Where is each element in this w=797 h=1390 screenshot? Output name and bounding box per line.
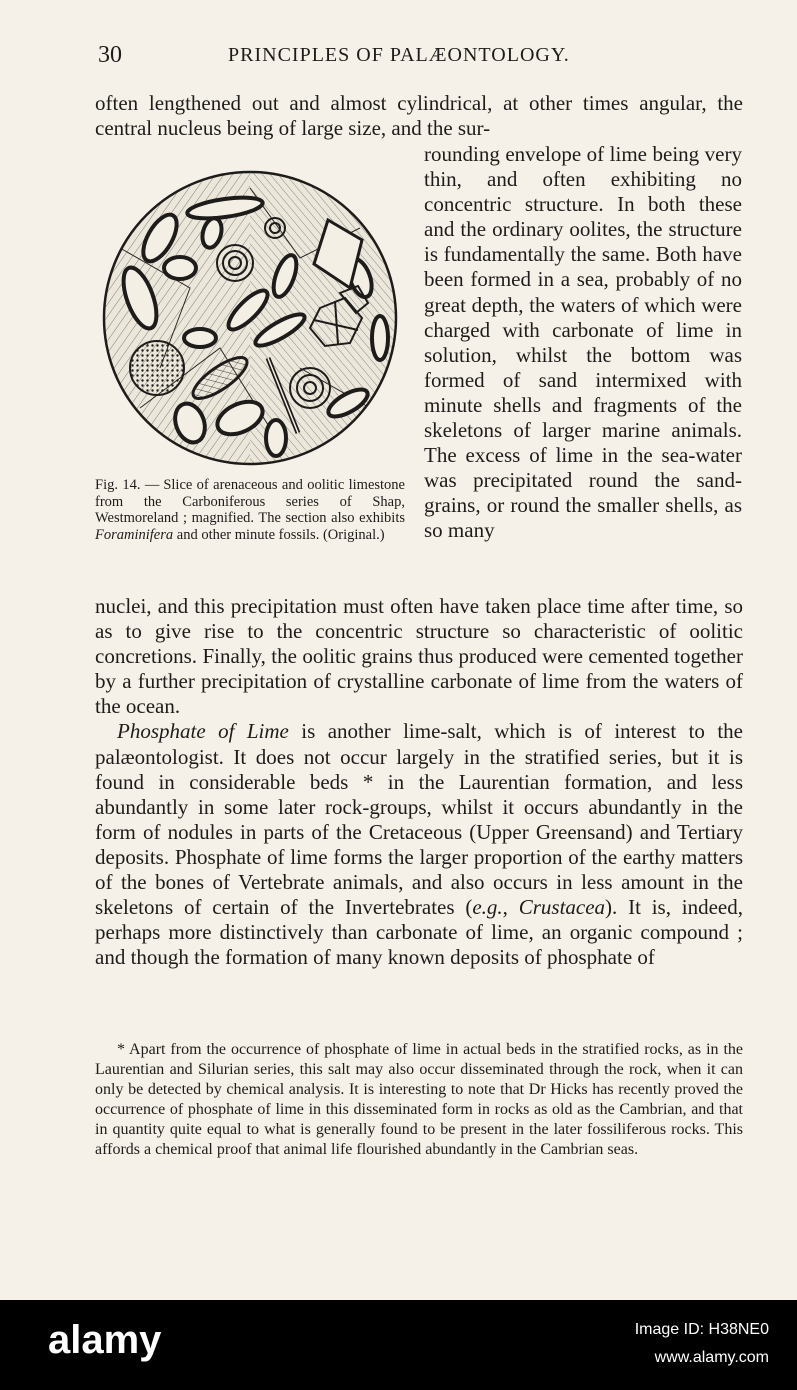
oolite-micrograph-icon	[100, 168, 400, 468]
phosphate-heading: Phosphate of Lime	[117, 719, 289, 744]
side-text: rounding envelope of lime being very thin, and often exhibiting no concentric structure. In both these and the ordinary oolites, the structure is fundamentally the same. Both have been formed in a sea, probably of no great depth, the waters of which were charged with carbonate of lime in solution, whilst the bottom was formed of sand intermixed with minute shells and fragments of the skeletons of larger marine animals. The excess of lime in the sea-water was precipitated round the sand-grains, or round the smaller shells, as so many	[424, 142, 742, 543]
side-column	[424, 142, 742, 544]
phosphate-text-2: ,	[502, 895, 519, 920]
alamy-logo: alamy	[48, 1318, 162, 1362]
opening-text: often lengthened out and almost cylindrical, at other times angular, the central nucleus being of large size, and the sur-	[95, 91, 743, 141]
page-header	[98, 42, 744, 72]
crustacea-italic: Crustacea	[518, 895, 606, 920]
paragraph-phosphate	[95, 719, 743, 970]
watermark-bar	[0, 1300, 797, 1390]
figure-14-illustration	[100, 168, 400, 468]
page-number: 30	[98, 42, 122, 68]
image-id-block	[635, 1316, 769, 1372]
paragraph-oolite-cont: nuclei, and this precipitation must often have taken place time after time, so as to give rise to the concentric structure so characteristic of oolitic concretions. Finally, the oolitic grains thus produced were cemented together by a further precipitation of crystalline carbonate of lime from the waters of the ocean.	[95, 594, 743, 719]
caption-italic: Foraminifera	[95, 526, 174, 543]
phosphate-text-1: is another lime-salt, which is of interest to the palæontologist. It does not occur largely in the stratified series, but it is found in considerable beds * in the Laurentian formation, and less abundantly in some later rock-groups, whilst it occurs abundantly in the form of nodules in parts of the Cretaceous (Upper Greensand) and Tertiary deposits. Phosphate of lime forms the larger proportion of the earthy matters of the bones of Vertebrate animals, and also occurs in less amount in the skeletons of certain of the Invertebrates (	[95, 719, 743, 920]
figure-caption	[95, 477, 405, 543]
figure-label: Fig. 14. —	[95, 477, 160, 493]
image-id: Image ID: H38NE0	[634, 1321, 769, 1338]
lower-text	[95, 594, 743, 970]
footnote-text: * Apart from the occurrence of phosphate of lime in actual beds in the stratified rocks, as in the Laurentian and Silurian series, this salt may also occur disseminated through the rock, when it can only be detected by chemical analysis. It is interesting to note that Dr Hicks has recently proved the occurrence of phosphate of lime in this disseminated form in rocks as old as the Cambrian, and that in quantity quite equal to what is generally found to be present in the later fossiliferous rocks. This affords a chemical proof that animal life flourished abundantly in the Cambrian seas.	[95, 1041, 743, 1158]
opening-lines	[95, 91, 743, 141]
caption-text: Slice of arenaceous and oolitic limestone from the Carboniferous series of Shap, Westmoreland ; magnified. The section also exhibits	[95, 477, 405, 526]
caption-text-end: and other minute fossils. (Original.)	[173, 526, 385, 543]
running-head: PRINCIPLES OF PALÆONTOLOGY.	[228, 44, 570, 66]
eg-italic: e.g.	[472, 895, 503, 920]
site-url: www.alamy.com	[654, 1349, 769, 1366]
footnote	[95, 1040, 743, 1160]
phosphate-text-3: ). It is, indeed, perhaps more distinctively than carbonate of lime, an organic compound ; and though the formation of many known deposits of phosphate of	[95, 895, 744, 970]
